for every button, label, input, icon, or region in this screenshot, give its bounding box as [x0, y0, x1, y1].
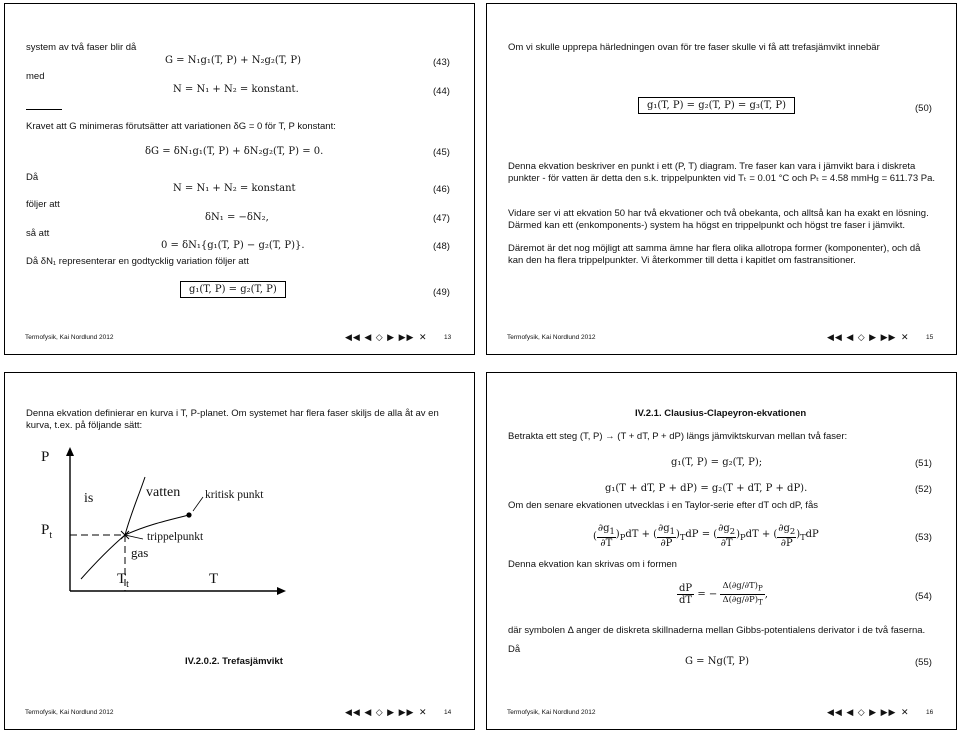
slide-footer: [507, 707, 936, 719]
nav-controls[interactable]: ◀◀ ◀ ◇ ▶ ▶▶: [827, 332, 897, 342]
melting-curve: [125, 477, 145, 535]
text-line: Om den senare ekvationen utvecklas i en Taylor-serie efter dT och dP, fås: [508, 500, 818, 511]
label-kritisk-punkt: kritisk punkt: [205, 489, 264, 501]
axis-label-p: P: [41, 449, 50, 465]
equation-54: $\frac{dP}{dT}$ = − $\frac{\Delta(\partial g/\partial T)_P}{\Delta(\partial g/\partial P)_T}$ ,: [679, 581, 768, 607]
equation-55: G = Ng(T, P): [685, 656, 749, 667]
section-heading: IV.2.1. Clausius-Clapeyron-ekvationen: [635, 408, 807, 419]
equation-number: (54): [915, 591, 932, 602]
equation-47: δN₁ = −δN₂,: [205, 212, 269, 223]
equation-number: (52): [915, 484, 932, 495]
equation-number: (44): [433, 86, 450, 97]
x-axis-arrow: [277, 587, 286, 595]
slide-16: [486, 372, 957, 730]
equation-46: N = N₁ + N₂ = konstant: [173, 183, 296, 194]
close-icon[interactable]: ✕: [901, 332, 909, 342]
label-pt: $P_t$: [41, 522, 53, 541]
equation-number: (48): [433, 241, 450, 252]
equation-number: (43): [433, 57, 450, 68]
page-number: 16: [926, 709, 934, 716]
equation-53: ( $\frac{\partial g_1}{\partial T}$ )$_PdT$ + ( $\frac{\partial g_1}{\partial P}$ )$_TdP$ = ( $\frac{\partial g_2}{\partial T}$ )$_PdT$ + ( $\frac{\partial g_2}{\partial P}$ )$_TdP$: [593, 523, 819, 549]
text-line: Denna ekvation kan skrivas om i formen: [508, 559, 677, 570]
footer-credit: Termofysik, Kai Nordlund 2012: [507, 334, 596, 341]
paragraph: Däremot är det nog möjligt att samma ämne har flera olika allotropa former (komponenter), och då kan den ha flera trippelpunkter. Vi återkommer till detta i kapitlet om fastransitioner.: [508, 243, 921, 266]
paragraph: Denna ekvation definierar en kurva i T, P-planet. Om systemet har flera faser skiljs de alla åt av en kurva, t.ex. på följande sätt:: [26, 408, 439, 431]
axis-label-t: T: [209, 571, 219, 587]
y-axis-arrow: [66, 447, 74, 456]
text-line: Då: [26, 172, 39, 183]
slide-footer: [25, 707, 454, 719]
text-line: så att: [26, 228, 50, 239]
equation-52: g₁(T + dT, P + dP) = g₂(T + dT, P + dP).: [605, 483, 808, 494]
text-line: Betrakta ett steg (T, P) → (T + dT, P + dP) längs jämviktskurvan mellan två faser:: [508, 431, 848, 442]
paragraph: Vidare ser vi att ekvation 50 har två ekvationer och två obekanta, och alltså kan ha exakt en lösning. Därmed kan ett (enkomponents-) system ha högst en trippelpunkt och högst tre faser i jämvikt.: [508, 208, 929, 231]
page-number: 15: [926, 334, 934, 341]
footer-credit: Termofysik, Kai Nordlund 2012: [25, 709, 114, 716]
page-number: 14: [444, 709, 452, 716]
slide-footer: [507, 332, 936, 344]
text-line: med: [26, 71, 45, 82]
text-line: Om vi skulle upprepa härledningen ovan för tre faser skulle vi få att trefasjämvikt innebär: [508, 42, 880, 53]
equation-50-box: g₁(T, P) = g₂(T, P) = g₃(T, P): [638, 97, 795, 114]
equation-number: (46): [433, 184, 450, 195]
phase-label-vatten: vatten: [146, 485, 181, 500]
label-tt: $T_t$: [117, 571, 129, 590]
footnote-rule: [26, 109, 62, 110]
slide-13: [4, 3, 475, 355]
nav-controls[interactable]: ◀◀ ◀ ◇ ▶ ▶▶: [345, 332, 415, 342]
text-line: system av två faser blir då: [26, 42, 137, 53]
footer-credit: Termofysik, Kai Nordlund 2012: [507, 709, 596, 716]
equation-45: δG = δN₁g₁(T, P) + δN₂g₂(T, P) = 0.: [145, 146, 324, 157]
equation-number: (51): [915, 458, 932, 469]
page-number: 13: [444, 334, 452, 341]
equation-number: (53): [915, 532, 932, 543]
phase-label-gas: gas: [131, 545, 149, 560]
critical-point-marker: [186, 512, 191, 517]
phase-diagram: [35, 443, 295, 603]
critical-point-pointer: [193, 497, 203, 511]
text-line: följer att: [26, 199, 60, 210]
equation-44: N = N₁ + N₂ = konstant.: [173, 84, 299, 95]
nav-controls[interactable]: ◀◀ ◀ ◇ ▶ ▶▶: [827, 707, 897, 717]
text-line: Kravet att G minimeras förutsätter att variationen δG = 0 för T, P konstant:: [26, 121, 336, 132]
text-line: Då δN₁ representerar en godtycklig variation följer att: [26, 256, 249, 267]
label-trippelpunkt: trippelpunkt: [147, 531, 204, 543]
text-line: där symbolen Δ anger de diskreta skillnaderna mellan Gibbs-potentialens derivator i de två faserna.: [508, 625, 926, 636]
footer-credit: Termofysik, Kai Nordlund 2012: [25, 334, 114, 341]
close-icon[interactable]: ✕: [901, 707, 909, 717]
text-line: Då: [508, 644, 521, 655]
slide-15: [486, 3, 957, 355]
section-heading: IV.2.0.2. Trefasjämvikt: [185, 656, 283, 667]
slide-footer: [25, 332, 454, 344]
equation-number: (50): [915, 103, 932, 114]
slide-14: [4, 372, 475, 730]
equation-number: (47): [433, 213, 450, 224]
close-icon[interactable]: ✕: [419, 707, 427, 717]
equation-51: g₁(T, P) = g₂(T, P);: [671, 457, 763, 468]
equation-48: 0 = δN₁{g₁(T, P) − g₂(T, P)}.: [161, 240, 305, 251]
equation-number: (45): [433, 147, 450, 158]
nav-controls[interactable]: ◀◀ ◀ ◇ ▶ ▶▶: [345, 707, 415, 717]
equation-number: (49): [433, 287, 450, 298]
close-icon[interactable]: ✕: [419, 332, 427, 342]
phase-label-is: is: [84, 491, 94, 506]
equation-43: G = N₁g₁(T, P) + N₂g₂(T, P): [165, 55, 301, 66]
equation-number: (55): [915, 657, 932, 668]
equation-49-box: g₁(T, P) = g₂(T, P): [180, 281, 286, 298]
paragraph: Denna ekvation beskriver en punkt i ett (P, T) diagram. Tre faser kan vara i jämvikt bara i diskreta punkter - för vatten är detta den s.k. trippelpunkten vid Tₜ = 0.01 °C och Pₜ = 4.58 mmHg = 611.73 Pa.: [508, 161, 936, 184]
